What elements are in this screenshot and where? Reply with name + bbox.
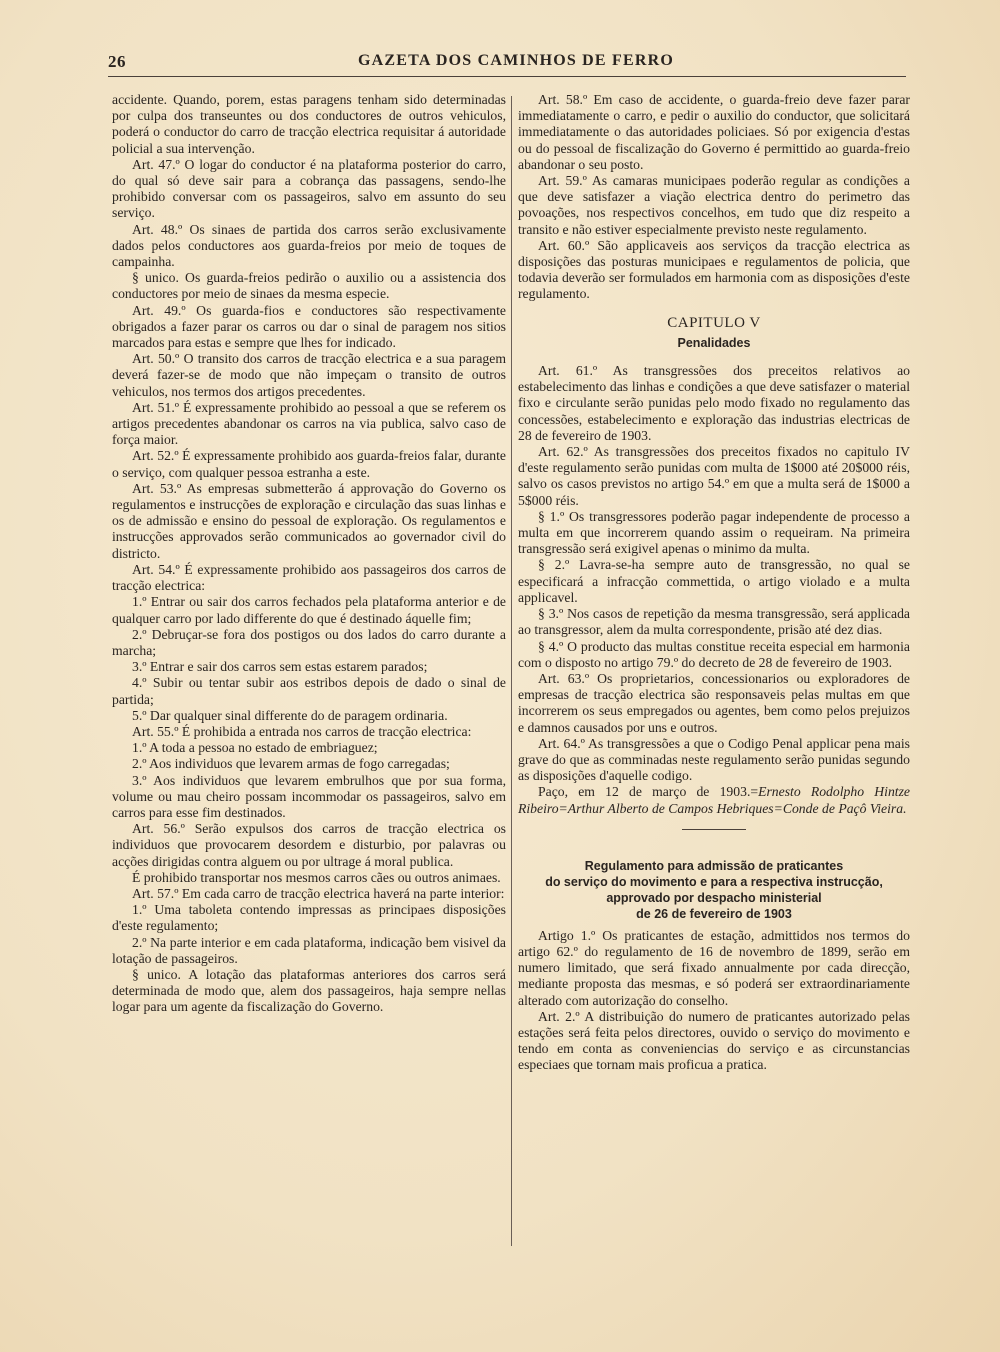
paragraph: Art. 60.º São applicaveis aos serviços da tracção electrica as disposições das posturas municipaes e regulamentos de policia, que todavia deverão ser formulados em harmonia com as disposições d'este regulamento. [518,237,910,302]
paragraph: accidente. Quando, porem, estas paragens tenham sido determinadas por culpa dos transeuntes ou dos conductores de outros vehiculos, poderá o conductor do carro de tracção electrica requisitar á autoridade policial a sua intervenção. [112,92,506,156]
regulation-title-line: de 26 de fevereiro de 1903 [636,906,792,921]
paragraph: 3.º Entrar e sair dos carros sem estas estarem parados; [132,659,428,675]
journal-title: GAZETA DOS CAMINHOS DE FERRO [358,52,675,69]
paragraph: 2.º Na parte interior e em cada plataforma, indicação bem visivel da lotação de passageiros. [112,934,506,966]
paragraph: Art. 52.º É expressamente prohibido aos guarda-freios falar, durante o serviço, com qualquer pessoa estranha a este. [112,448,506,480]
paragraph: § unico. Os guarda-freios pedirão o auxilio ou a assistencia dos conductores por meio de sinaes da mesma especie. [112,270,506,302]
chapter-subtitle: Penalidades [677,335,751,350]
paragraph: 1.º Entrar ou sair dos carros fechados pela plataforma anterior e de qualquer carro por lado differente do que é destinado áquelle fim; [112,594,506,626]
paragraph: Art. 63.º Os proprietarios, concessionarios ou exploradores de empresas de tracção electrica são responsaveis pelas multas em que incorrerem os seus empregados ou agentes, bem como pelos prejuizos e damnos causados por uns e outros. [518,670,910,735]
paragraph: Art. 48.º Os sinaes de partida dos carros serão exclusivamente dados pelos conductores aos guarda-freios por meio de toques de campainha. [112,221,506,270]
signature-names: Ernesto Rodolpho Hintze Ribeiro=Arthur Alberto de Campos Hebriques=Conde de Paçô Vieira. [518,784,910,816]
paragraph: Art. 54.º É expressamente prohibido aos passageiros dos carros de tracção electrica: [112,561,506,594]
paragraph: § 3.º Nos casos de repetição da mesma transgressão, será applicada ao transgressor, alem da multa correspondente, prisão até dez dias. [518,606,910,638]
paragraph: Art. 55.º É prohibida a entrada nos carros de tracção electrica: [132,723,472,739]
paragraph: 1.º A toda a pessoa no estado de embriaguez; [132,740,378,756]
paragraph: 3.º Aos individuos que levarem embrulhos que por sua forma, volume ou mau cheiro possam incommodar os passageiros, salvo em carros para esse fim destinados. [112,772,506,820]
regulation-title [518,858,910,922]
paragraph: Artigo 1.º Os praticantes de estação, admittidos nos termos do artigo 62.º do regulamento de 16 de novembro de 1899, serão em numero limitado, que será fixado annualmente por cada direcção, mediante proposta das mesmas, e só poderá ser extraordinariamente alterado com autorização do conselho. [518,927,910,1008]
chapter-title: CAPITULO V [667,314,761,331]
regulation-title-line: approvado por despacho ministerial [606,890,822,905]
paragraph: § unico. A lotação das plataformas anteriores dos carros será determinada de modo que, alem dos passageiros, haja sempre nellas logar para um agente da fiscalização do Governo. [112,966,506,1015]
paragraph: Art. 56.º Serão expulsos dos carros de tracção electrica os individuos que provocarem desordem e disturbio, por palavras ou acções dirigidas contra alguem ou por ultrage á moral publica. [112,821,506,869]
section-rule [682,829,746,830]
right-column [518,92,910,1074]
paragraph: Art. 51.º É expressamente prohibido ao pessoal a que se referem os artigos precedentes abandonar os carros na via publica, salvo caso de força maior. [112,399,506,448]
paragraph: 2.º Debruçar-se fora dos postigos ou dos lados do carro durante a marcha; [112,626,506,658]
regulation-title-line: Regulamento para admissão de praticantes [584,858,844,873]
paragraph: É prohibido transportar nos mesmos carros cães ou outros animaes. [132,869,501,885]
paragraph: Art. 64.º As transgressões a que o Codigo Penal applicar pena mais grave do que as comminadas neste regulamento serão punidas segundo as disposições d'aquelle codigo. [518,735,910,784]
paragraph: Art. 49.º Os guarda-fios e conductores são respectivamente obrigados a fazer parar os carros ou dar o sinal de paragem nos sitios marcados para estas e sempre que lhes for indicado. [112,302,506,351]
paragraph: 4.º Subir ou tentar subir aos estribos depois de dado o sinal de partida; [112,675,506,707]
regulation-title-line: do serviço do movimento e para a respectiva instrucção, [545,874,883,889]
paragraph: Art. 58.º Em caso de accidente, o guarda-freio deve fazer parar immediatamente o carro, e pedir o auxilio do conductor, que solicitará immediatamente o das autoridades policiaes. Só por exigencia d'estas ou do pessoal de fiscalização do Governo é permittido ao guarda-freio abandonar o seu posto. [518,92,910,172]
paragraph: Art. 62.º As transgressões dos preceitos fixados no capitulo IV d'este regulamento serão punidas com multa de 1$000 até 20$000 réis, salvo os casos previstos no artigo 54.º em que a multa será de 1$000 a 5$000 réis. [518,444,910,508]
paragraph: § 4.º O producto das multas constitue receita especial em harmonia com o disposto no artigo 79.º do decreto de 28 de fevereiro de 1903. [518,638,910,670]
column-divider [511,96,512,1246]
paragraph: § 1.º Os transgressores poderão pagar independente de processo a multa em que incorrerem quando assim o requeiram. Na primeira transgressão será exigivel apenas o minimo da multa. [518,508,910,557]
left-column [112,92,506,1016]
paragraph: Art. 57.º Em cada carro de tracção electrica haverá na parte interior: [132,885,505,901]
paragraph: Art. 2.º A distribuição do numero de praticantes autorizado pelas estações será feita pelos directores, ouvido o serviço do movimento e tendo em conta as conveniencias do serviço e as circunstancias especiaes que tornam mais proficua a pratica. [518,1008,910,1073]
paragraph: Art. 61.º As transgressões dos preceitos relativos ao estabelecimento das linhas e condições a que deve satisfazer o material fixo e circulante serão punidas pelo modo fixado no regulamento das concessões, estabelecimento e exploração das industrias electricas de 28 de fevereiro de 1903. [518,363,910,443]
signature-line [518,784,910,816]
paragraph: Art. 47.º O logar do conductor é na plataforma posterior do carro, do qual só deve sair para a cobrança das passagens, sendo-lhe prohibido conversar com os passageiros, salvo em assunto do seu serviço. [112,156,506,221]
paragraph: § 2.º Lavra-se-ha sempre auto de transgressão, no qual se especificará a infracção commettida, o artigo violado e a multa applicavel. [518,557,910,605]
paragraph: Art. 59.º As camaras municipaes poderão regular as condições a que deve satisfazer a viação electrica dentro do perimetro das povoações, nos respectivos concelhos, em tudo que diz respeito a transito e não estiver especialmente previsto neste regulamento. [518,173,910,237]
paragraph: Art. 50.º O transito dos carros de tracção electrica e a sua paragem deverá fazer-se de modo que não impeçam o transito de outros vehiculos, nos termos dos artigos precedentes. [112,351,506,399]
paragraph: 5.º Dar qualquer sinal differente do de paragem ordinaria. [132,707,448,723]
page-header [108,52,908,78]
paragraph: 1.º Uma taboleta contendo impressas as principaes disposições d'este regulamento; [112,902,506,934]
page-number: 26 [108,52,126,71]
paragraph: 2.º Aos individuos que levarem armas de fogo carregadas; [132,756,450,772]
paragraph: Art. 53.º As empresas submetterão á approvação do Governo os regulamentos e instrucções de exploração e circulação das suas linhas e os de admissão e ensino do pessoal de exploração. Os regulamentos e instrucções approvados serão communicados ao governador civil do districto. [112,480,506,561]
signature-prefix: Paço, em 12 de março de 1903.= [538,784,759,800]
header-rule [108,76,906,77]
